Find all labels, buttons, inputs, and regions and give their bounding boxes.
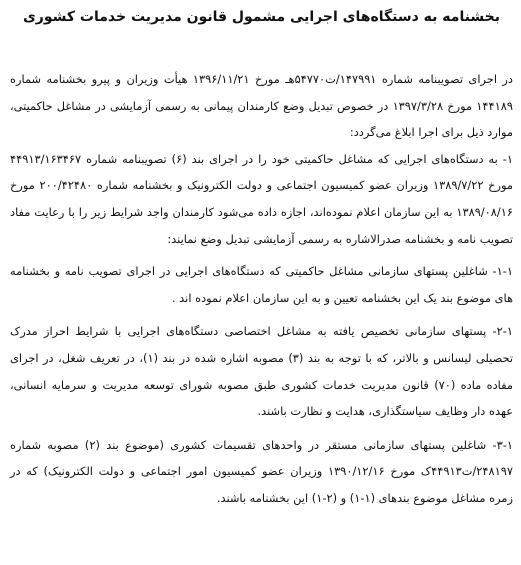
intro-paragraph: در اجرای تصویبنامه شماره ۱۴۷۹۹۱/ت۵۴۷۷۰هـ مورخ ۱۳۹۶/۱۱/۲۱ هیأت وزیران و پیرو بخشنامه شماره ۱۴۴۱۸۹ مورخ ۱۳۹۷/۳/۲۸ در خصوص تبدیل وضع کارمندان پیمانی به رسمی آزمایشی در مشاغل حاکمیتی، موارد ذیل برای اجرا ابلاغ می‌گردد: [10,72,513,140]
clause-1-2-paragraph: ۲-۱- پستهای سازمانی تخصیص یافته به مشاغل اختصاصی دستگاه‌های اجرایی با شرایط احراز مدرک تحصیلی لیسانس و بالاتر، که با توجه به بند (۳) مصوبه اشاره شده در بند (۱)، در تعریف شغل، در اجرای مفاده ماده (۷۰) قانون مدیریت خدمات کشوری طبق مصوبه شورای توسعه مدیریت و سرمایه انسانی، عهده دار وظایف سیاستگذاری، هدایت و نظارت باشند. [10,324,513,419]
clause-1-3-paragraph: ۳-۱- شاغلین پستهای سازمانی مستقر در واحدهای تقسیمات کشوری (موضوع بند (۲) مصوبه شماره ۲۴۸۱۹۷/ت۴۴۹۱۳ک مورخ ۱۳۹۰/۱۲/۱۶ وزیران عضو کمیسیون امور اجتماعی و دولت الکترونیک) که در زمره مشاغل موضوع بندهای (۱-۱) و (۲-۱) این بخشنامه باشند. [10,437,513,505]
clause-1-1-paragraph: ۱-۱- شاغلین پستهای سازمانی مشاغل حاکمیتی که دستگاه‌های اجرایی در اجرای تصویب نامه و بخشنامه های موضوع بند یک این بخشنامه تعیین و به این سازمان اعلام نموده اند . [10,264,513,305]
document-title: بخشنامه به دستگاه‌های اجرایی مشمول قانون مدیریت خدمات کشوری [22,9,501,25]
clause-1-paragraph: ۱- به دستگاه‌های اجرایی که مشاغل حاکمیتی خود را در اجرای بند (۶) تصویبنامه شماره ۴۴۹۱۳/۱۶۳۴۶۷ مورخ ۱۳۸۹/۷/۲۲ وزیران عضو کمیسیون اجتماعی و دولت الکترونیک و بخشنامه شماره ۲۰۰/۴۲۴۸۰ مورخ ۱۳۸۹/۰۸/۱۶ به این سازمان اعلام نموده‌اند، اجازه داده می‌شود کارمندان واجد شرایط زیر را با رعایت مفاد تصویب نامه و بخشنامه صدرالاشاره به رسمی آزمایشی تبدیل وضع نمایند: [10,151,514,246]
